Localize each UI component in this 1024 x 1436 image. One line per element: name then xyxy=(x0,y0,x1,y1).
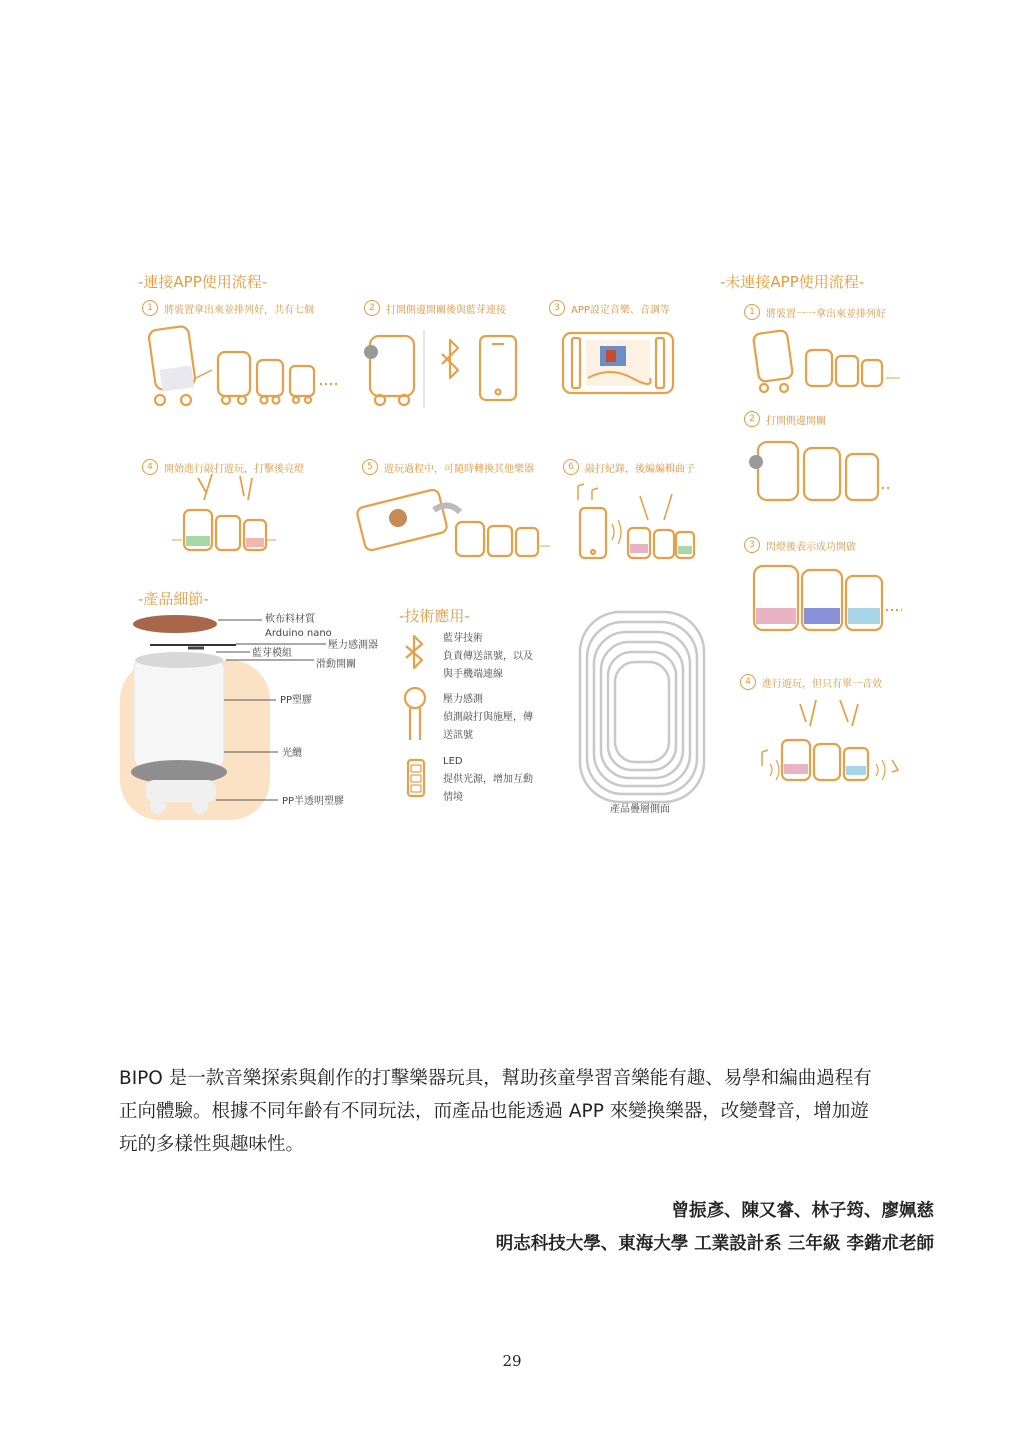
author-affiliation: 明志科技大學、東海大學 工業設計系 三年級 李鍇朮老師 xyxy=(495,1234,934,1254)
step-text: 將裝置拿出來並排列好，共有七個 xyxy=(164,304,314,316)
step6-record-illustration xyxy=(578,484,694,558)
label-fabric: 軟布料材質 xyxy=(265,614,315,625)
step5-switch-illustration xyxy=(356,488,550,556)
led-tech-icon xyxy=(408,760,424,796)
step-number: 2 xyxy=(364,300,380,316)
step-text: 進行遊玩，但只有單一音效 xyxy=(762,678,882,690)
unconnected-step1-illustration xyxy=(753,330,900,392)
step-number: 6 xyxy=(563,459,579,475)
label-pp-translucent: PP半透明塑膠 xyxy=(282,796,345,807)
product-details-title: -產品細節- xyxy=(138,590,209,608)
step-number: 1 xyxy=(744,304,760,320)
step-number: 2 xyxy=(744,411,760,427)
tech-line: 壓力感測 xyxy=(443,694,483,705)
label-bluetooth-module: 藍芽模組 xyxy=(252,648,292,659)
description-paragraph xyxy=(119,1062,935,1161)
paragraph-line: 正向體驗。根據不同年齡有不同玩法，而產品也能透過 APP 來變換樂器，改變聲音，增加遊 xyxy=(119,1101,869,1122)
step-text: 將裝置一一拿出來並排列好 xyxy=(766,308,886,320)
step1-drums-illustration xyxy=(148,326,340,405)
pressure-sensor-tech-icon xyxy=(405,688,425,740)
tech-line: 藍芽技術 xyxy=(443,633,483,644)
tech-led-text xyxy=(443,753,533,807)
step-number: 3 xyxy=(744,537,760,553)
step-number: 5 xyxy=(362,459,378,475)
tech-pressure-text xyxy=(443,691,533,745)
label-arduino: Arduino nano xyxy=(265,628,332,639)
page-number: 29 xyxy=(502,1352,522,1370)
tech-bluetooth-text xyxy=(443,630,533,684)
step-text: 閃燈後表示成功開啟 xyxy=(766,541,856,553)
tech-line: 提供光源，增加互動 xyxy=(443,774,533,785)
unconnected-step2-illustration xyxy=(749,442,892,500)
tech-line: LED xyxy=(443,756,463,767)
unconnected-flow-title: -未連接APP使用流程- xyxy=(720,273,865,291)
step2-bluetooth-illustration xyxy=(364,330,516,408)
step-text: APP設定音樂、音調等 xyxy=(571,304,670,316)
step-text: 開始進行敲打遊玩，打擊後亮燈 xyxy=(164,463,304,475)
connected-flow-title: -連接APP使用流程- xyxy=(138,273,268,291)
step-text: 打開側邊開關 xyxy=(766,415,826,427)
label-slide-switch: 滑動開關 xyxy=(316,659,356,670)
section-view-caption: 產品疊層側面 xyxy=(610,804,670,815)
step-text: 遊玩過程中，可隨時轉換其他樂器 xyxy=(384,463,534,475)
label-pp-plastic: PP塑膠 xyxy=(280,695,313,706)
step-number: 4 xyxy=(740,674,756,690)
step-number: 1 xyxy=(142,300,158,316)
bluetooth-tech-icon xyxy=(406,636,422,668)
tech-line: 與手機端連線 xyxy=(443,669,503,680)
tech-line: 情境 xyxy=(443,792,463,803)
label-pressure-sensor: 壓力感測器 xyxy=(328,640,378,651)
unconnected-step3-illustration xyxy=(754,566,902,630)
step-text: 打開側邊開關後與藍芽連接 xyxy=(386,304,506,316)
step4-play-illustration xyxy=(172,474,276,550)
step-text: 敲打紀錄，後編編輯曲子 xyxy=(585,463,695,475)
unconnected-step4-illustration xyxy=(762,700,898,780)
label-light-guide: 光纜 xyxy=(282,748,302,759)
tech-line: 偵測敲打與施壓，傳 xyxy=(443,712,533,723)
author-names: 曾振彥、陳又睿、林子筠、廖姵慈 xyxy=(671,1201,934,1221)
paragraph-line: 玩的多樣性與趣味性。 xyxy=(119,1134,305,1155)
tech-line: 負責傳送訊號，以及 xyxy=(443,651,533,662)
paragraph-line: BIPO 是一款音樂探索與創作的打擊樂器玩具，幫助孩童學習音樂能有趣、易學和編曲過程有 xyxy=(119,1068,872,1089)
step-number: 4 xyxy=(142,459,158,475)
tech-line: 送訊號 xyxy=(443,730,473,741)
tech-application-title: -技術應用- xyxy=(399,607,470,625)
step-number: 3 xyxy=(549,300,565,316)
exploded-product-view xyxy=(120,615,326,820)
layered-section-view xyxy=(580,612,704,802)
step3-app-illustration xyxy=(563,333,673,393)
